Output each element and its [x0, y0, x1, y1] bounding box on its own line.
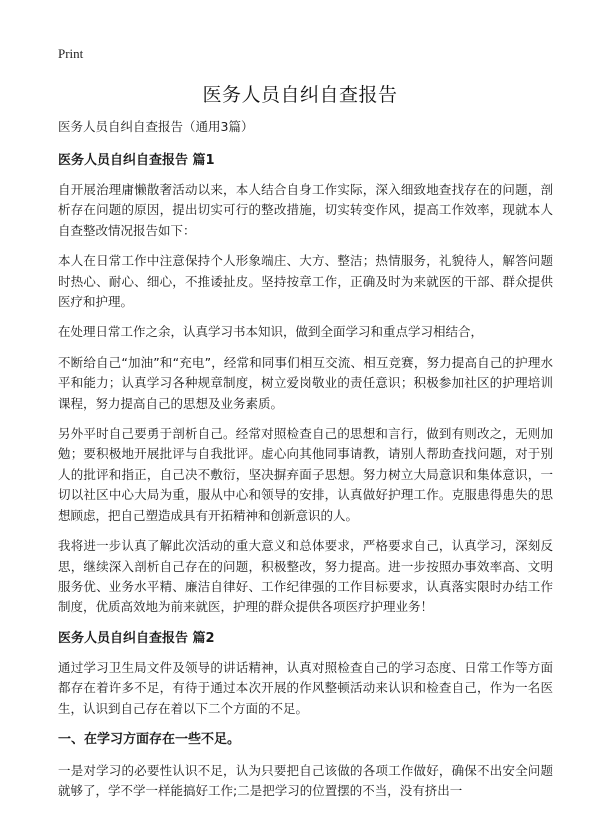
section-2-paragraph-1: 通过学习卫生局文件及领导的讲话精神，认真对照检查自己的学习态度、日常工作等方面都存在着许多不足，有待于通过本次开展的作风整顿活动来认识和检查自己，作为一名医生，认识到自己存在着以下二个方面的不足。	[58, 659, 553, 716]
section-2-sub-heading: 一、在学习方面存在一些不足。	[58, 731, 241, 747]
document-body	[58, 116, 553, 812]
section-2-heading: 医务人员自纠自查报告 篇2	[58, 630, 215, 646]
section-1-paragraph-5: 另外平时自己要勇于剖析自己。经常对照检查自己的思想和言行，做到有则改之，无则加勉；要积极地开展批评与自我批评。虚心向其他同事请教，请别人帮助查找问题，对于别人的批评和指正，自己决不敷衍，坚决摒弃面子思想。努力树立大局意识和集体意识，一切以社区中心大局为重，服从中心和领导的安排，认真做好护理工作。克服患得患失的思想顾虑，把自己塑造成具有开拓精神和创新意识的人。	[58, 426, 553, 523]
document-subtitle: 医务人员自纠自查报告（通用3篇）	[58, 119, 254, 134]
document-title: 医务人员自纠自查报告	[202, 84, 398, 106]
section-1-paragraph-3: 在处理日常工作之余，认真学习书本知识，做到全面学习和重点学习相结合，	[58, 324, 484, 340]
section-1-paragraph-4: 不断给自己“加油”和“充电”，经常和同事们相互交流、相互竞赛，努力提高自己的护理水平和能力；认真学习各种规章制度，树立爱岗敬业的责任意识；积极参加社区的护理培训课程，努力提高自己的思想及业务素质。	[58, 354, 553, 411]
section-1-paragraph-1: 自开展治理庸懒散奢活动以来，本人结合自身工作实际，深入细致地查找存在的问题，剖析存在问题的原因，提出切实可行的整改措施，切实转变作风，提高工作效率，现就本人自查整改情况报告如下：	[58, 182, 553, 238]
section-1-heading: 医务人员自纠自查报告 篇1	[58, 153, 215, 168]
section-1-paragraph-6: 我将进一步认真了解此次活动的重大意义和总体要求，严格要求自己，认真学习，深刻反思，继续深入剖析自己存在的问题，积极整改，努力提高。进一步按照办事效率高、文明服务优、业务水平精、廉洁自律好、工作纪律强的工作目标要求，认真落实限时办结工作制度，优质高效地为前来就医，护理的群众提供各项医疗护理业务！	[58, 538, 553, 615]
section-2-sub-paragraph-1: 一是对学习的必要性认识不足，认为只要把自己该做的各项工作做好，确保不出安全问题就够了，学不学一样能搞好工作;二是把学习的位置摆的不当，没有挤出一	[58, 762, 553, 799]
section-1-paragraph-2: 本人在日常工作中注意保持个人形象端庄、大方、整洁；热情服务，礼貌待人，解答问题时热心、耐心、细心，不推诿扯皮。坚持按章工作，正确及时为来就医的干部、群众提供医疗和护理。	[58, 253, 553, 310]
print-link[interactable]: Print	[58, 46, 84, 61]
